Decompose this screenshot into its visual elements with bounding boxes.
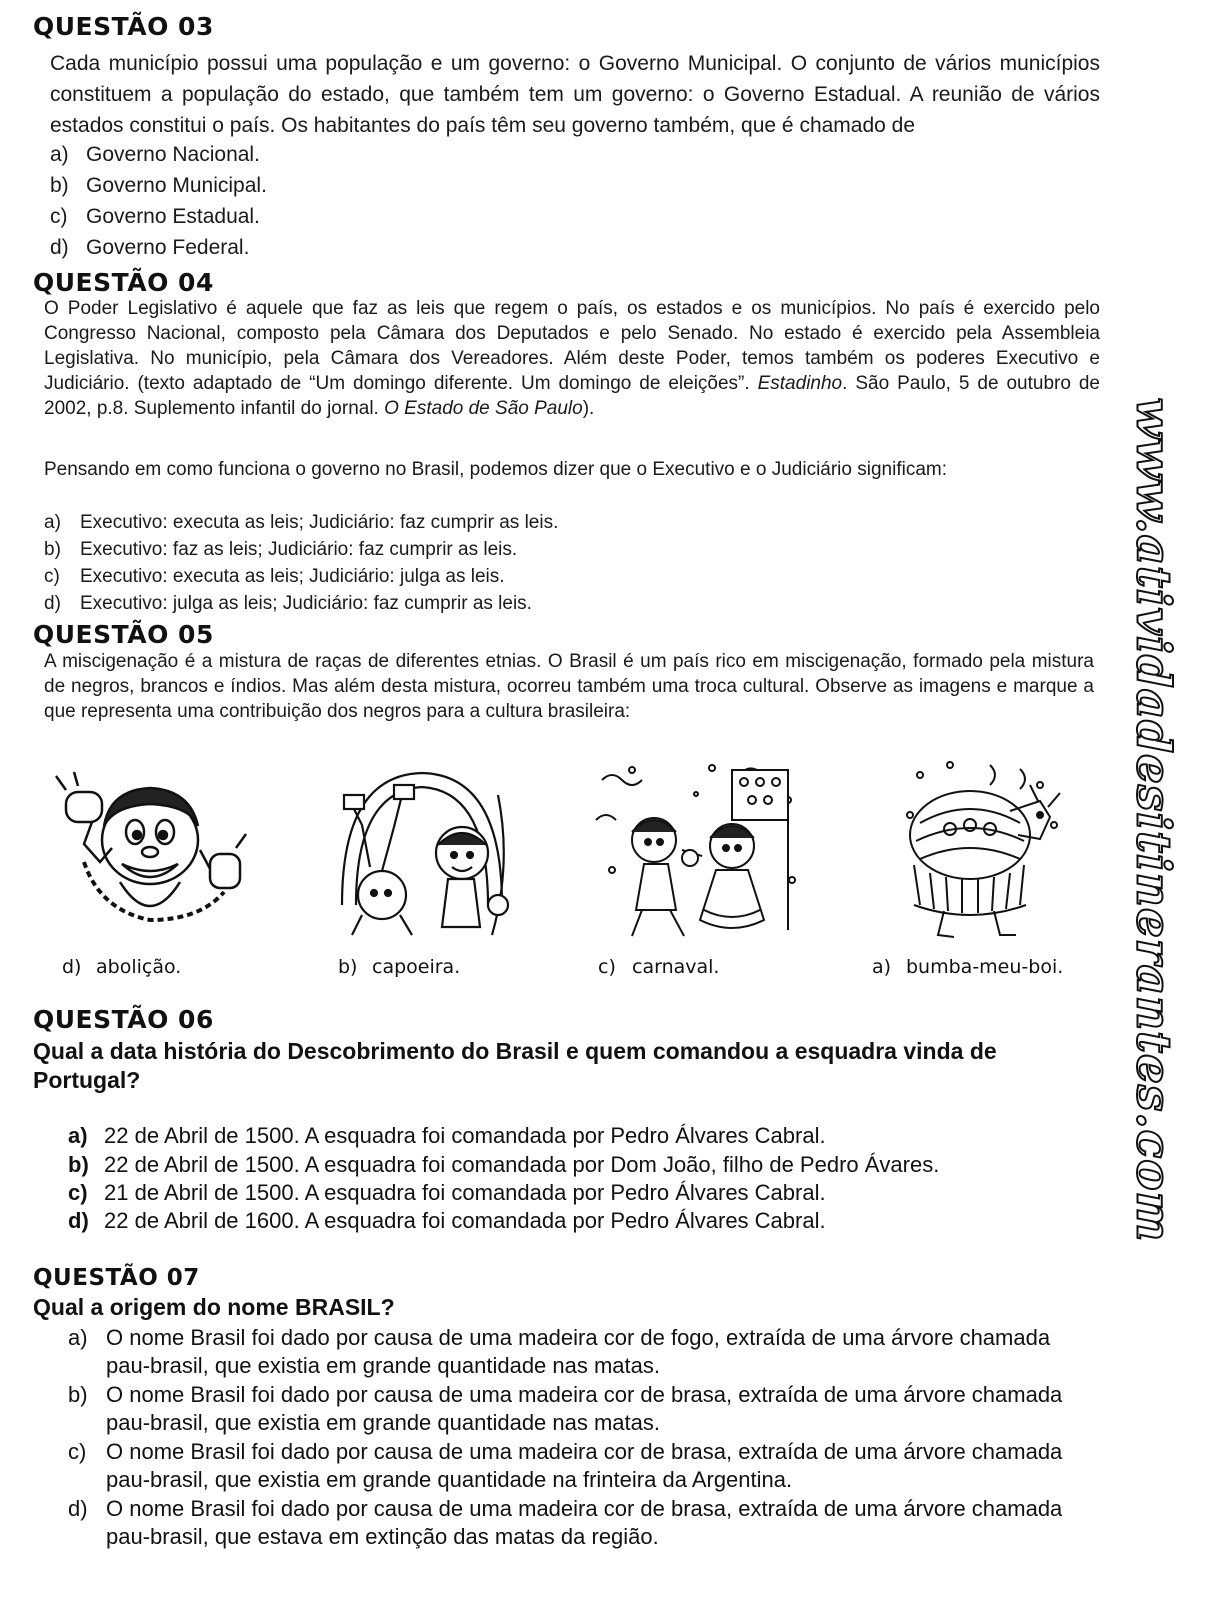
option-letter: c) — [50, 205, 68, 228]
question-07-option-c[interactable] — [68, 1438, 1098, 1494]
option-text: 22 de Abril de 1500. A esquadra foi comandada por Pedro Álvares Cabral. — [104, 1123, 826, 1148]
option-letter: d) — [68, 1208, 89, 1233]
question-04-text-end: ). — [582, 398, 595, 419]
question-06-option-b[interactable] — [68, 1152, 939, 1178]
caption-bumba-meu-boi — [872, 956, 1063, 978]
question-05-title: QUESTÃO 05 — [33, 620, 214, 649]
question-03-option-c[interactable] — [50, 205, 260, 229]
option-letter: d) — [50, 236, 69, 259]
option-text: 21 de Abril de 1500. A esquadra foi comandada por Pedro Álvares Cabral. — [104, 1180, 826, 1205]
option-letter: b) — [68, 1382, 88, 1407]
option-text: Governo Municipal. — [86, 174, 267, 197]
caption-text: capoeira. — [372, 956, 461, 978]
capoeira-illustration[interactable] — [322, 755, 522, 945]
caption-carnaval — [598, 956, 719, 978]
option-letter: d) — [44, 593, 61, 614]
question-03-option-b[interactable] — [50, 174, 267, 198]
question-04-text — [44, 296, 1100, 421]
abolition-drawing — [40, 770, 250, 950]
question-04-text-main: O Poder Legislativo é aquele que faz as leis que regem o país, os estados e os municípios. No país é exercido pelo Congresso Nacional, composto pela Câmara dos Deputados e pelo Senado. No estado é exercido pela Assembleia Legislativa. No município, pela Câmara dos Vereadores. Além deste Poder, temos também os poderes Executivo e Judiciário. (texto adaptado de “Um domingo diferente. Um domingo de eleições”. — [44, 298, 1100, 394]
caption-letter: b) — [338, 956, 358, 978]
question-07-option-d[interactable] — [68, 1495, 1098, 1551]
option-text: Executivo: executa as leis; Judiciário: faz cumprir as leis. — [80, 512, 559, 533]
question-07-title: QUESTÃO 07 — [33, 1265, 200, 1291]
option-letter: b) — [68, 1152, 89, 1177]
option-letter: c) — [68, 1439, 87, 1464]
question-04-option-c[interactable] — [44, 566, 505, 588]
bumba-meu-boi-drawing — [890, 755, 1070, 945]
option-letter: b) — [50, 174, 69, 197]
caption-abolicao — [62, 956, 181, 978]
option-text: Governo Federal. — [86, 236, 250, 259]
question-03-option-d[interactable] — [50, 236, 249, 260]
question-03-title: QUESTÃO 03 — [33, 12, 214, 41]
option-letter: a) — [68, 1123, 88, 1148]
option-letter: b) — [44, 539, 61, 560]
question-07-option-a[interactable] — [68, 1324, 1098, 1380]
option-letter: c) — [68, 1180, 88, 1205]
question-06-option-c[interactable] — [68, 1180, 826, 1206]
abolition-illustration[interactable] — [40, 770, 250, 950]
question-07-prompt: Qual a origem do nome BRASIL? — [33, 1294, 395, 1320]
question-06-option-a[interactable] — [68, 1123, 826, 1149]
option-text: 22 de Abril de 1600. A esquadra foi comandada por Pedro Álvares Cabral. — [104, 1208, 826, 1233]
option-text: Governo Estadual. — [86, 205, 260, 228]
capoeira-drawing — [322, 755, 522, 945]
option-text: 22 de Abril de 1500. A esquadra foi comandada por Dom João, filho de Pedro Ávares. — [104, 1152, 940, 1177]
option-text: Executivo: julga as leis; Judiciário: faz cumprir as leis. — [80, 593, 532, 614]
caption-letter: d) — [62, 956, 82, 978]
caption-text: bumba-meu-boi. — [906, 956, 1064, 978]
bumba-meu-boi-illustration[interactable] — [890, 755, 1070, 945]
caption-letter: a) — [872, 956, 892, 978]
question-06-option-d[interactable] — [68, 1208, 826, 1234]
carnaval-illustration[interactable] — [592, 760, 802, 945]
option-text: O nome Brasil foi dado por causa de uma madeira cor de brasa, extraída de uma árvore chamada pau-brasil, que existia em grande quantidade na frinteira da Argentina. — [106, 1439, 1063, 1492]
option-text: Executivo: executa as leis; Judiciário: julga as leis. — [80, 566, 505, 587]
question-03-option-a[interactable] — [50, 143, 260, 167]
option-text: O nome Brasil foi dado por causa de uma madeira cor de brasa, extraída de uma árvore chamada pau-brasil, que estava em extinção das matas da região. — [106, 1496, 1063, 1549]
question-04-option-a[interactable] — [44, 512, 558, 534]
option-letter: a) — [50, 143, 69, 166]
caption-text: abolição. — [96, 956, 182, 978]
option-letter: d) — [68, 1496, 88, 1521]
caption-capoeira — [338, 956, 460, 978]
newspaper-title: O Estado de São Paulo — [384, 398, 583, 419]
source-title: Estadinho — [757, 373, 843, 394]
option-text: O nome Brasil foi dado por causa de uma madeira cor de fogo, extraída de uma árvore chamada pau-brasil, que existia em grande quantidade nas matas. — [106, 1325, 1051, 1378]
option-letter: a) — [68, 1325, 88, 1350]
question-07-option-b[interactable] — [68, 1381, 1098, 1437]
option-letter: a) — [44, 512, 61, 533]
caption-text: carnaval. — [632, 956, 720, 978]
question-04-text-mid: . São Paulo, 5 de outubro de 2002, p.8. Suplemento infantil do jornal. — [44, 373, 1100, 419]
question-06-title: QUESTÃO 06 — [33, 1005, 214, 1034]
option-text: Executivo: faz as leis; Judiciário: faz cumprir as leis. — [80, 539, 518, 560]
caption-letter: c) — [598, 956, 616, 978]
question-03-text: Cada município possui uma população e um governo: o Governo Municipal. O conjunto de vários municípios constituem a população do estado, que também tem um governo: o Governo Estadual. A reunião de vários estados constitui o país. Os habitantes do país têm seu governo também, que é chamado de — [50, 52, 1100, 137]
question-04-title: QUESTÃO 04 — [33, 268, 214, 297]
option-letter: c) — [44, 566, 60, 587]
question-04-option-d[interactable] — [44, 593, 532, 615]
option-text: Governo Nacional. — [86, 143, 260, 166]
question-05-text: A miscigenação é a mistura de raças de diferentes etnias. O Brasil é um país rico em miscigenação, formado pela mistura de negros, brancos e índios. Mas além desta mistura, ocorreu também uma troca cultural. Observe as imagens e marque a que representa uma contribuição dos negros para a cultura brasileira: — [44, 651, 1094, 722]
question-04-prompt: Pensando em como funciona o governo no Brasil, podemos dizer que o Executivo e o Judiciário significam: — [44, 459, 948, 480]
question-04-option-b[interactable] — [44, 539, 517, 561]
option-text: O nome Brasil foi dado por causa de uma madeira cor de brasa, extraída de uma árvore chamada pau-brasil, que existia em grande quantidade nas matas. — [106, 1382, 1063, 1435]
question-06-prompt: Qual a data história do Descobrimento do Brasil e quem comandou a esquadra vinda de Portugal? — [33, 1038, 997, 1093]
carnaval-drawing — [592, 760, 802, 945]
website-watermark: www.atividadesitinerantes.com — [1125, 397, 1181, 1243]
